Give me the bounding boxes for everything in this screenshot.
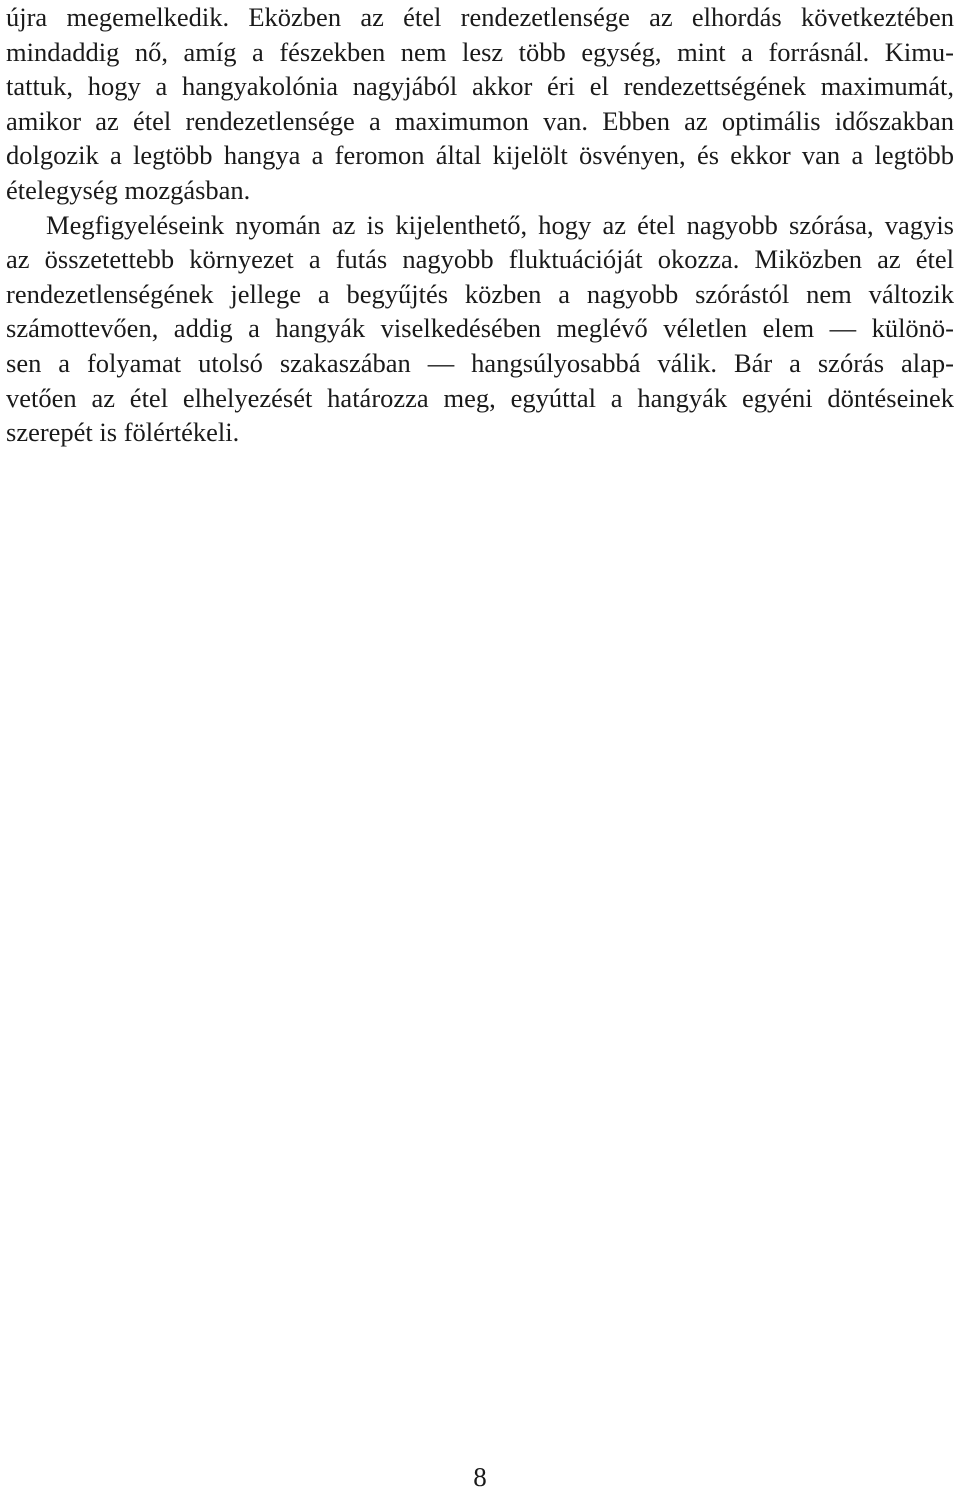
text-line: Megfigyeléseink nyomán az is kijelenthető, hogy az étel nagyobb szórása, vagyis <box>46 209 954 240</box>
text-line: tattuk, hogy a hangyakolónia nagyjából akkor éri el rendezettségének maximumát, <box>6 71 954 102</box>
text-line: ételegység mozgásban. <box>6 174 251 205</box>
text-line: mindaddig nő, amíg a fészekben nem lesz több egység, mint a forrásnál. Kimu- <box>6 36 954 67</box>
paragraph-1 <box>6 0 954 208</box>
text-line: vetően az étel elhelyezését határozza meg, egyúttal a hangyák egyéni döntéseinek <box>6 382 954 413</box>
text-line: szerepét is fölértékeli. <box>6 417 240 448</box>
text-line: dolgozik a legtöbb hangya a feromon által kijelölt ösvényen, és ekkor van a legtöbb <box>6 140 954 171</box>
text-line: rendezetlenségének jellege a begyűjtés közben a nagyobb szórástól nem változik <box>6 278 954 309</box>
page-body <box>6 0 954 450</box>
text-line: újra megemelkedik. Eközben az étel rendezetlensége az elhordás következtében <box>6 2 954 32</box>
text-line: sen a folyamat utolsó szakaszában — hangsúlyosabbá válik. Bár a szórás alap- <box>6 347 954 378</box>
text-line: számottevően, addig a hangyák viselkedésében meglévő véletlen elem — különö- <box>6 313 954 344</box>
text-line: az összetettebb környezet a futás nagyobb fluktuációját okozza. Miközben az étel <box>6 244 954 275</box>
paragraph-2 <box>6 208 954 450</box>
page-number: 8 <box>473 1462 487 1492</box>
text-line: amikor az étel rendezetlensége a maximumon van. Ebben az optimális időszakban <box>6 105 954 136</box>
